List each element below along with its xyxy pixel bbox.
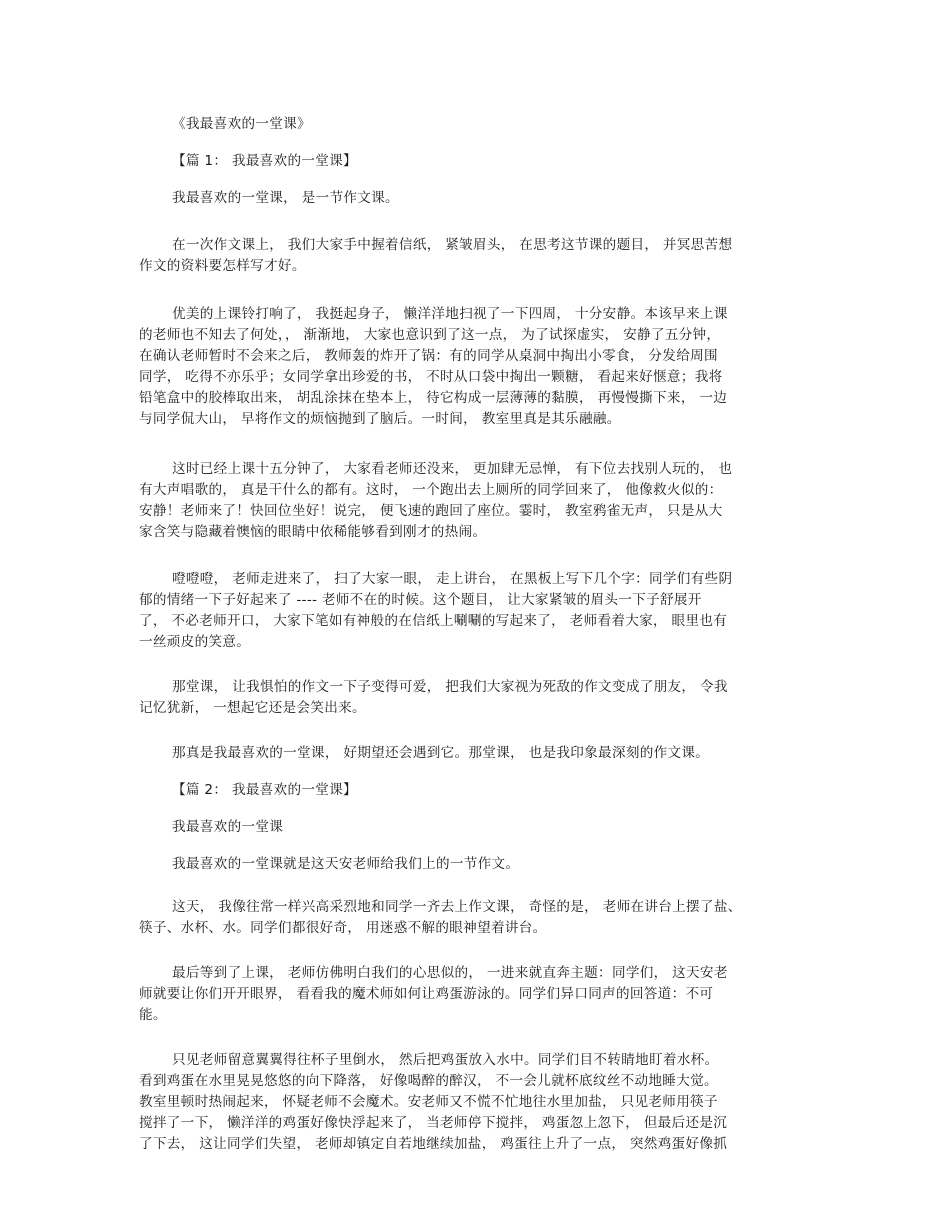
s2-paragraph-1: 我最喜欢的一堂课 bbox=[172, 819, 284, 835]
s1-paragraph-7: 那真是我最喜欢的一堂课， 好期望还会遇到它。那堂课， 也是我印象最深刻的作文课。 bbox=[172, 745, 710, 761]
s1-paragraph-4: 这时已经上课十五分钟了， 大家看老师还没来， 更加肆无忌惮， 有下位去找别人玩的， 也 有大声唱歌的， 真是干什么的都有。这时， 一个跑出去上厕所的同学回来了， 他像救火似的： 安静！老师来了！快回位坐好！说完， 便飞速的跑回了座位。霎时， 教室鸦雀无声， 只是从大 家含笑与隐藏着懊恼的眼睛中依稀能够看到刚才的热闹。 bbox=[139, 461, 733, 540]
section-2-heading: 【篇 2： 我最喜欢的一堂课】 bbox=[172, 782, 357, 798]
section-1-heading: 【篇 1： 我最喜欢的一堂课】 bbox=[172, 153, 357, 169]
s1-paragraph-6: 那堂课， 让我惧怕的作文一下子变得可爱， 把我们大家视为死敌的作文变成了朋友， 令我 记忆犹新， 一想起它还是会笑出来。 bbox=[139, 679, 728, 716]
s1-paragraph-3: 优美的上课铃打响了， 我挺起身子， 懒洋洋地扫视了一下四周， 十分安静。本该早来上课 的老师也不知去了何处，， 渐渐地， 大家也意识到了这一点， 为了试探虚实， 安静了五分钟， 在确认老师暂时不会来之后， 教师轰的炸开了锅：有的同学从桌洞中掏出小零食， 分发给周围 同学， 吃得不亦乐乎；女同学拿出珍爱的书， 不时从口袋中掏出一颗糖， 看起来好惬意；我将 铅笔盒中的胶棒取出来， 胡乱涂抹在垫本上， 待它构成一层薄薄的黏膜， 再慢慢撕下来， 一边 与同学侃大山， 早将作文的烦恼抛到了脑后。一时间， 教室里真是其乐融融。 bbox=[139, 306, 728, 427]
s1-paragraph-5: 噔噔噔， 老师走进来了， 扫了大家一眼， 走上讲台， 在黑板上写下几个字：同学们有些阴 郁的情绪一下子好起来了 ---- 老师不在的时候。这个题目， 让大家紧皱的眉头一下子舒展开 了， 不必老师开口， 大家下笔如有神般的在信纸上唰唰的写起来了， 老师看着大家， 眼里也有 一丝顽皮的笑意。 bbox=[139, 571, 733, 650]
s2-paragraph-2: 我最喜欢的一堂课就是这天安老师给我们上的一节作文。 bbox=[172, 856, 520, 872]
document-body bbox=[139, 114, 751, 1155]
s2-paragraph-5: 只见老师留意翼翼得往杯子里倒水， 然后把鸡蛋放入水中。同学们目不转睛地盯着水杯。 看到鸡蛋在水里晃晃悠悠的向下降落， 好像喝醉的醉汉， 不一会儿就杯底纹丝不动地睡大觉。 教室里顿时热闹起来， 怀疑老师不会魔术。安老师又不慌不忙地往水里加盐， 只见老师用筷子 搅拌了一下， 懒洋洋的鸡蛋好像快浮起来了， 当老师停下搅拌， 鸡蛋忽上忽下， 但最后还是沉 了下去， 这让同学们失望， 老师却镇定自若地继续加盐， 鸡蛋往上升了一点， 突然鸡蛋好像抓 bbox=[139, 1052, 728, 1152]
s1-paragraph-2: 在一次作文课上， 我们大家手中握着信纸， 紧皱眉头， 在思考这节课的题目， 并冥思苦想 作文的资料要怎样写才好。 bbox=[139, 237, 733, 274]
document-title: 《我最喜欢的一堂课》 bbox=[172, 116, 311, 132]
s2-paragraph-3: 这天， 我像往常一样兴高采烈地和同学一齐去上作文课， 奇怪的是， 老师在讲台上摆了盐、 筷子、水杯、水。同学们都很好奇， 用迷惑不解的眼神望着讲台。 bbox=[139, 899, 742, 936]
s2-paragraph-4: 最后等到了上课， 老师仿佛明白我们的心思似的， 一进来就直奔主题：同学们， 这天安老 师就要让你们开开眼界， 看看我的魔术师如何让鸡蛋游泳的。同学们异口同声的回答道：不可 能。 bbox=[139, 965, 728, 1023]
s1-paragraph-1: 我最喜欢的一堂课， 是一节作文课。 bbox=[172, 190, 399, 206]
